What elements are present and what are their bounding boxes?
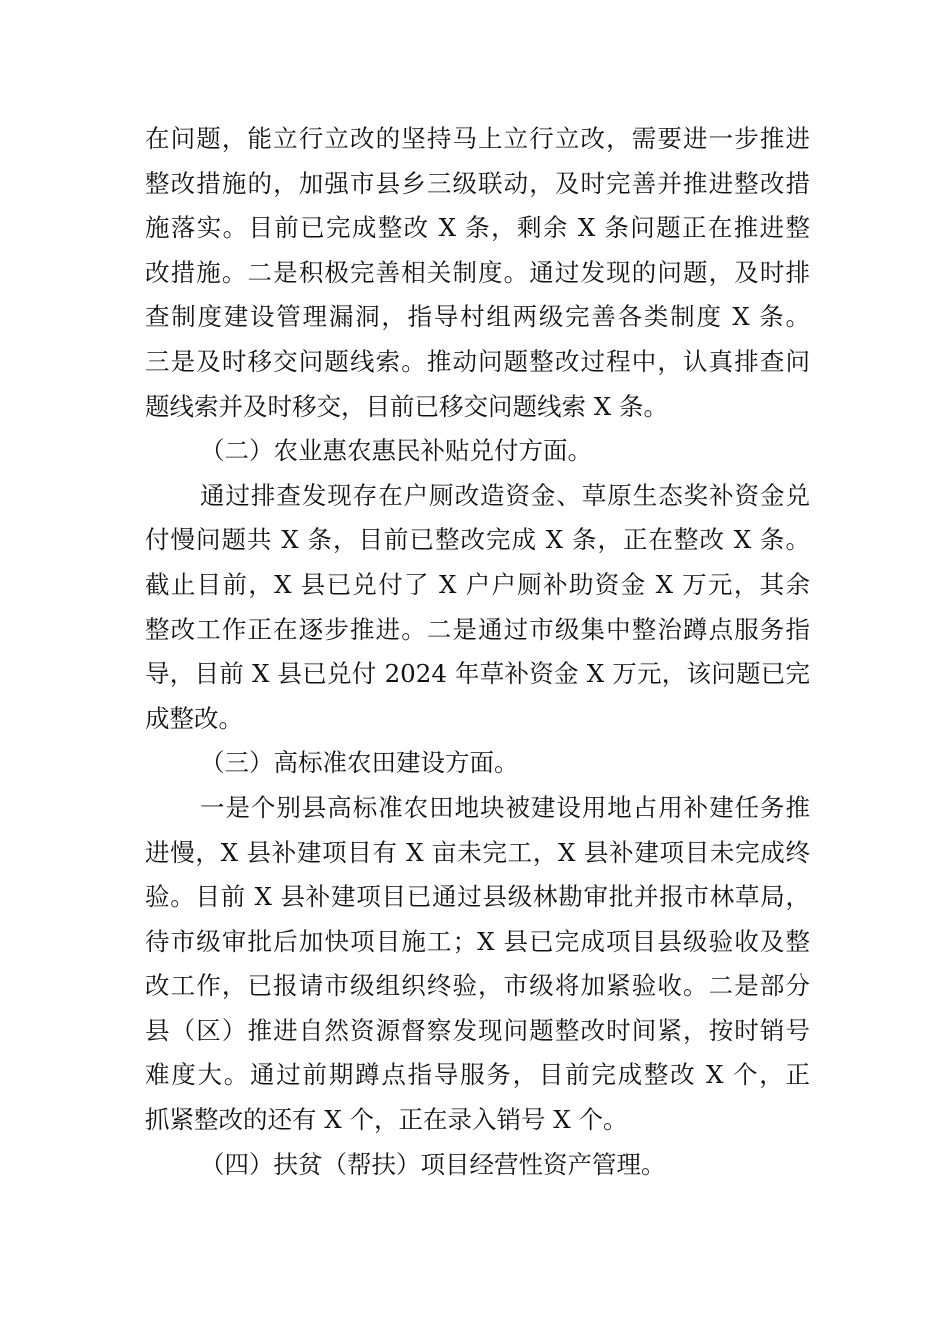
paragraph [145,117,810,429]
text-line: 成整改。 [145,703,243,733]
text-line: 改工作，已报请市级组织终验，市级将加紧验收。二是部分 [145,971,810,1001]
section-heading: （三）高标准农田建设方面。 [200,748,519,778]
text-line: 题线索并及时移交，目前已移交问题线索 X 条。 [145,391,669,421]
text-line: 难度大。通过前期蹲点指导服务，目前完成整改 X 个，正 [145,1060,810,1090]
text-line: 整改工作正在逐步推进。二是通过市级集中整治蹲点服务指 [145,614,810,644]
text-line: 进慢，X 县补建项目有 X 亩未完工，X 县补建项目未完成终 [145,837,810,867]
text-line: 验。目前 X 县补建项目已通过县级林勘审批并报市林草局， [145,882,810,912]
text-line: 导，目前 X 县已兑付 2024 年草补资金 X 万元，该问题已完 [145,659,810,689]
text-line: 改措施。二是积极完善相关制度。通过发现的问题，及时排 [145,257,810,287]
text-line: 付慢问题共 X 条，目前已整改完成 X 条，正在整改 X 条。 [145,525,810,555]
text-line: 县（区）推进自然资源督察发现问题整改时间紧，按时销号 [145,1015,810,1045]
section-heading: （四）扶贫（帮扶）项目经营性资产管理。 [200,1149,666,1179]
text-line: 在问题，能立行立改的坚持马上立行立改，需要进一步推进 [145,124,810,153]
paragraph [145,474,810,742]
text-line: 施落实。目前已完成整改 X 条，剩余 X 条问题正在推进整 [145,213,810,243]
text-line: 通过排查发现存在户厕改造资金、草原生态奖补资金兑 [200,480,810,510]
section-heading: （二）农业惠农惠民补贴兑付方面。 [200,436,592,466]
text-line: 一是个别县高标准农田地块被建设用地占用补建任务推 [200,792,810,822]
text-line: 查制度建设管理漏洞，指导村组两级完善各类制度 X 条。 [145,302,810,332]
text-line: 待市级审批后加快项目施工；X 县已完成项目县级验收及整 [145,926,810,956]
text-line: 整改措施的，加强市县乡三级联动，及时完善并推进整改措 [145,168,810,198]
text-line: 截止目前，X 县已兑付了 X 户户厕补助资金 X 万元，其余 [145,569,810,599]
text-line: 三是及时移交问题线索。推动问题整改过程中，认真排查问 [145,346,810,376]
text-line: 抓紧整改的还有 X 个，正在录入销号 X 个。 [145,1105,628,1135]
paragraph [145,786,810,1143]
document-page [145,117,810,1187]
